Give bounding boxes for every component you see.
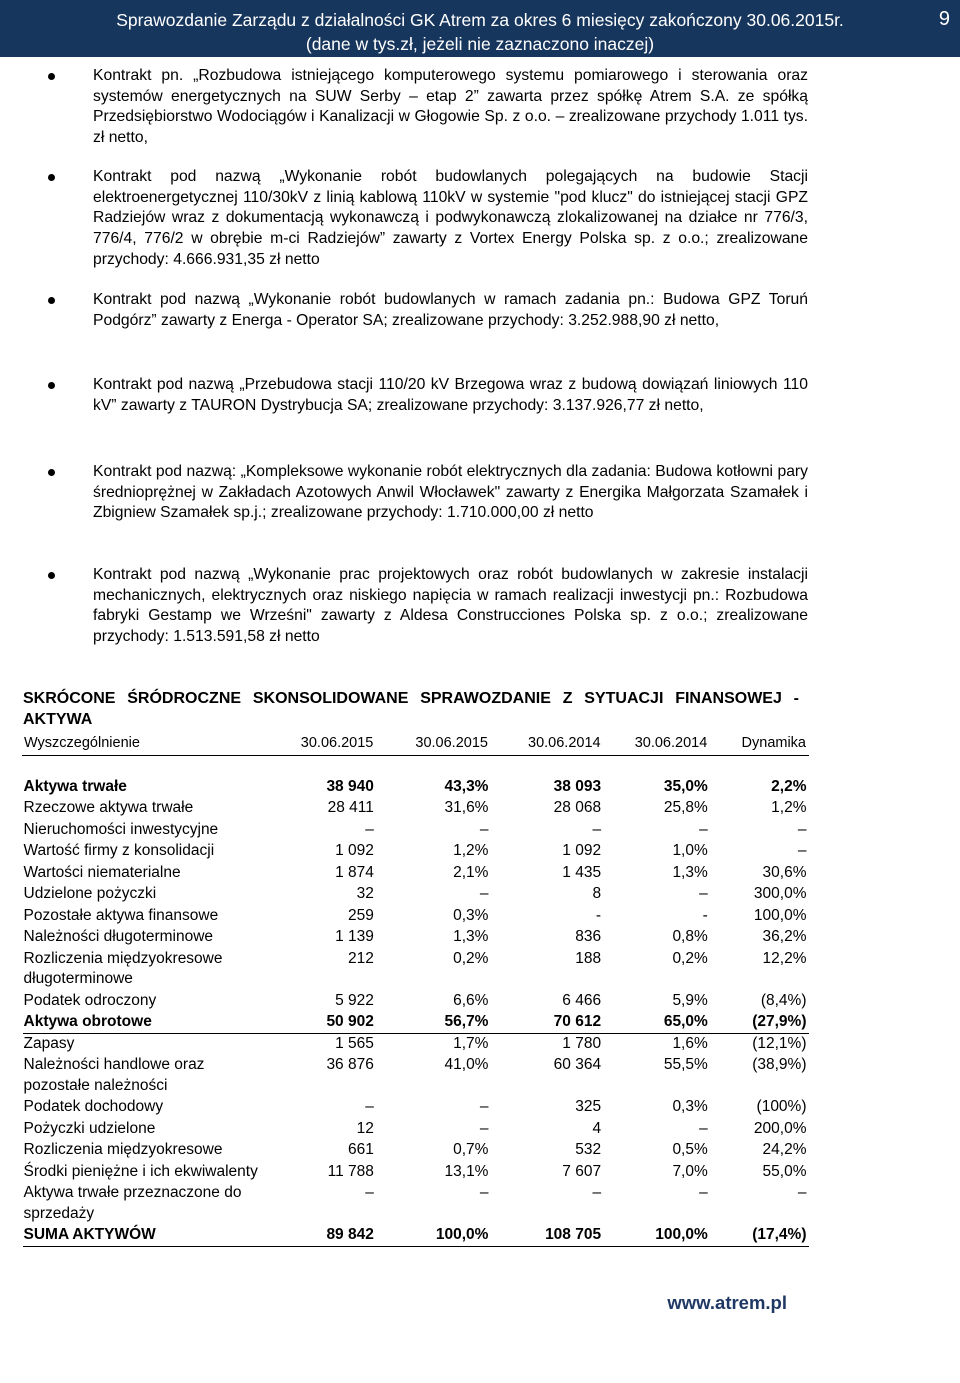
- bullet-icon: [48, 297, 55, 304]
- table-cell: 30.06.2014: [603, 732, 710, 756]
- row-label: Wartości niematerialne: [23, 863, 181, 881]
- list-item: [48, 66, 808, 150]
- contract-text: Kontrakt pod nazwą „Przebudowa stacji 110/20 kV Brzegowa wraz z budową dowiązań liniowych 110 kV” zawarty z TAURON Dystrybucja SA; zrealizowane przychody: 3.137.926,77 zł netto,: [93, 376, 808, 414]
- table-cell: 24,2%: [762, 1141, 807, 1158]
- table-cell: (17,4%): [710, 1225, 809, 1247]
- table-cell: 6 466: [562, 991, 602, 1009]
- table-row: [23, 884, 809, 906]
- row-label: Należności długoterminowe: [23, 928, 214, 945]
- list-item: [48, 290, 808, 353]
- table-cell: 1,3%: [453, 928, 489, 945]
- table-cell: (100%): [756, 1098, 807, 1115]
- table-cell: 1 565: [335, 1034, 374, 1052]
- table-cell: 13,1%: [444, 1162, 489, 1180]
- table-cell: 30.06.2014: [490, 732, 603, 756]
- table-row: [23, 927, 809, 949]
- table-cell: –: [699, 885, 708, 902]
- row-label: Nieruchomości inwestycyjne: [23, 820, 219, 838]
- list-item: [48, 375, 808, 438]
- table-cell: –: [797, 842, 807, 859]
- contract-text: Kontrakt pod nazwą: „Kompleksowe wykonanie robót elektrycznych dla zadania: Budowa kotłowni pary średnioprężnej w Zakładach Azotowych Anwil Włocławek" zawarty z Energika Małgorzata Szamałek i Zbigniew Szamałek sp.j.; zrealizowane przychody: 1.710.000,00 zł netto: [93, 463, 808, 522]
- row-label: Rzeczowe aktywa trwałe: [23, 799, 194, 816]
- assets-table: [22, 731, 809, 1247]
- table-cell: –: [365, 1098, 374, 1115]
- contract-text: Kontrakt pod nazwą „Wykonanie robót budowlanych polegających na budowie Stacji elektroenergetycznej 110/30kV z linią kablową 110kV w systemie "pod klucz" do istniejącej stacji GPZ Radziejów wraz z dokumentacją wykonawczą i podwykonawczą zlokalizowanej na działce nr 776/3, 776/4, 776/2 w obrębie m-ci Radziejów” zawarty z Vortex Energy Polska sp. z o.o.; zrealizowane przychody: 4.666.931,35 zł netto: [93, 168, 808, 268]
- table-cell: 8: [592, 885, 602, 902]
- table-cell: 12,2%: [762, 949, 807, 967]
- table-cell: 0,7%: [453, 1141, 489, 1158]
- table-row: [23, 1055, 809, 1097]
- table-cell: (8,4%): [760, 991, 807, 1009]
- table-cell: 35,0%: [603, 776, 710, 798]
- table-cell: –: [699, 1119, 708, 1137]
- table-cell: 70 612: [490, 1012, 603, 1034]
- table-cell: 1,3%: [672, 863, 708, 881]
- units-note: (dane w tys.zł, jeżeli nie zaznaczono inaczej): [305, 34, 655, 54]
- table-row: [23, 1183, 809, 1225]
- table-cell: 1 435: [562, 863, 602, 881]
- spacer-cell: [23, 755, 809, 776]
- table-cell: –: [797, 1184, 807, 1201]
- table-cell: 2,2%: [710, 776, 809, 798]
- table-cell: 2,1%: [453, 863, 489, 881]
- row-label: Podatek dochodowy: [23, 1098, 164, 1115]
- table-cell: 36,2%: [762, 928, 807, 945]
- row-label: Rozliczenia międzyokresowe: [23, 1141, 223, 1158]
- table-cell: 1,6%: [672, 1034, 708, 1052]
- table-cell: 5,9%: [672, 991, 708, 1009]
- table-cell: 0,3%: [672, 1098, 708, 1115]
- spacer-row: [23, 755, 809, 776]
- contract-text: Kontrakt pod nazwą „Wykonanie robót budowlanych w ramach zadania pn.: Budowa GPZ Toruń Podgórz” zawarty z Energa - Operator SA; zrealizowane przychody: 3.252.988,90 zł netto,: [93, 291, 808, 329]
- row-label: Podatek odroczony: [23, 991, 157, 1009]
- row-label: SUMA AKTYWÓW: [23, 1225, 273, 1247]
- table-cell: 6,6%: [453, 991, 489, 1009]
- row-label: Aktywa trwałe przeznaczone do sprzedaży: [23, 1184, 242, 1222]
- table-cell: 1 092: [562, 842, 602, 859]
- table-cell: 100,0%: [603, 1225, 710, 1247]
- table-cell: 56,7%: [376, 1012, 491, 1034]
- table-cell: 108 705: [490, 1225, 603, 1247]
- table-cell: –: [365, 820, 374, 838]
- row-label: Wyszczególnienie: [23, 732, 273, 756]
- table-cell: 43,3%: [376, 776, 491, 798]
- page-header: [0, 0, 960, 57]
- table-cell: 1 874: [335, 863, 374, 881]
- table-cell: 1,2%: [771, 799, 807, 816]
- table-cell: 38 093: [490, 776, 603, 798]
- table-cell: 89 842: [272, 1225, 376, 1247]
- table-cell: 325: [575, 1098, 602, 1115]
- page-number: 9: [938, 8, 950, 30]
- table-row: [23, 1140, 809, 1162]
- table-cell: 0,2%: [672, 949, 708, 967]
- table-cell: 0,3%: [453, 906, 489, 924]
- table-cell: (27,9%): [710, 1012, 809, 1034]
- section-title: SKRÓCONE ŚRÓDROCZNE SKONSOLIDOWANE SPRAWOZDANIE Z SYTUACJI FINANSOWEJ - AKTYWA: [23, 690, 799, 728]
- table-row: [23, 798, 809, 820]
- contract-text: Kontrakt pod nazwą „Wykonanie prac projektowych oraz robót budowlanych w zakresie instalacji mechanicznych, elektrycznych oraz niskiego napięcia w ramach realizacji inwestycji pn.: Rozbudowa fabryki Gestamp we Wrześni" zawarty z Aldesa Construcciones Polska sp. z o.o.; zrealizowane przychody: 1.513.591,58 zł netto: [93, 566, 808, 646]
- table-cell: 532: [575, 1141, 602, 1158]
- table-row: [23, 1097, 809, 1119]
- table-row: [23, 1118, 809, 1140]
- table-cell: –: [479, 1184, 489, 1201]
- table-row: [23, 862, 809, 884]
- table-cell: -: [595, 906, 602, 924]
- table-cell: 55,5%: [663, 1056, 708, 1073]
- table-cell: –: [479, 1119, 489, 1137]
- table-cell: –: [592, 820, 602, 838]
- list-item: [48, 167, 808, 272]
- table-cell: 7 607: [562, 1162, 602, 1180]
- table-cell: –: [479, 1098, 489, 1115]
- bullet-icon: [48, 73, 55, 80]
- table-cell: 31,6%: [444, 799, 489, 816]
- table-cell: 38 940: [272, 776, 376, 798]
- table-header-row: [23, 732, 809, 756]
- table-cell: –: [699, 1184, 708, 1201]
- table-cell: 50 902: [272, 1012, 376, 1034]
- website-link[interactable]: www.atrem.pl: [667, 1292, 787, 1313]
- table-cell: 100,0%: [376, 1225, 491, 1247]
- table-row: [23, 1161, 809, 1183]
- table-cell: 188: [575, 949, 602, 967]
- table-cell: 212: [347, 949, 374, 967]
- table-cell: 0,5%: [672, 1141, 708, 1158]
- table-cell: Dynamika: [710, 732, 809, 756]
- table-cell: 661: [347, 1141, 374, 1158]
- table-row: [23, 1033, 809, 1055]
- table-cell: 1,2%: [453, 842, 489, 859]
- table-cell: 30.06.2015: [272, 732, 376, 756]
- table-cell: 36 876: [326, 1056, 374, 1073]
- table-cell: 1 139: [335, 928, 374, 945]
- table-row: [23, 841, 809, 863]
- table-cell: -: [702, 906, 708, 924]
- table-cell: (12,1%): [752, 1034, 807, 1052]
- contract-text: Kontrakt pn. „Rozbudowa istniejącego komputerowego systemu pomiarowego i sterowania oraz systemów energetycznych na SUW Serby – etap 2” zawarta przez spółkę Atrem S.A. ze spółką Przedsiębiorstwo Wodociągów i Kanalizacji w Głogowie Sp. z o.o. – zrealizowane przychody 1.011 tys. zł netto,: [93, 67, 808, 147]
- table-row: [23, 819, 809, 841]
- table-cell: 1 780: [562, 1034, 602, 1052]
- table-cell: –: [479, 820, 489, 838]
- row-label: Rozliczenia międzyokresowe długoterminowe: [23, 949, 223, 987]
- row-label: Wartość firmy z konsolidacji: [23, 842, 215, 859]
- table-cell: –: [592, 1184, 602, 1201]
- table-cell: 0,2%: [453, 949, 489, 967]
- table-cell: 836: [575, 928, 602, 945]
- table-cell: 41,0%: [444, 1056, 489, 1073]
- row-label: Udzielone pożyczki: [23, 885, 157, 902]
- table-cell: 300,0%: [753, 885, 807, 902]
- table-cell: 60 364: [553, 1056, 602, 1073]
- table-cell: 5 922: [335, 991, 374, 1009]
- table-cell: 0,8%: [672, 928, 708, 945]
- table-cell: 25,8%: [663, 799, 708, 816]
- report-title: Sprawozdanie Zarządu z działalności GK Atrem za okres 6 miesięcy zakończony 30.06.2015r.: [116, 10, 844, 30]
- bullet-icon: [48, 174, 55, 181]
- table-cell: 12: [356, 1119, 374, 1137]
- table-cell: 55,0%: [762, 1162, 807, 1180]
- row-label: Środki pieniężne i ich ekwiwalenty: [23, 1162, 258, 1180]
- table-cell: 1 092: [335, 842, 374, 859]
- row-label: Aktywa obrotowe: [23, 1012, 273, 1034]
- table-cell: 7,0%: [672, 1162, 708, 1180]
- row-label: Należności handlowe oraz pozostałe należności: [23, 1056, 205, 1094]
- table-cell: 30.06.2015: [376, 732, 491, 756]
- table-row: [23, 990, 809, 1012]
- table-cell: (38,9%): [752, 1056, 807, 1073]
- table-cell: 65,0%: [603, 1012, 710, 1034]
- row-label: Aktywa trwałe: [23, 776, 273, 798]
- table-row: [23, 1225, 809, 1247]
- table-cell: 32: [356, 885, 374, 902]
- table-cell: 11 788: [327, 1162, 374, 1180]
- table-cell: 28 068: [553, 799, 602, 816]
- table-cell: 259: [347, 906, 374, 924]
- bullet-icon: [48, 469, 55, 476]
- table-cell: 200,0%: [753, 1119, 807, 1137]
- table-cell: 100,0%: [753, 906, 807, 924]
- table-cell: 28 411: [327, 799, 374, 816]
- table-cell: 1,7%: [453, 1034, 489, 1052]
- list-item: [48, 565, 808, 649]
- table-cell: 4: [592, 1119, 602, 1137]
- table-row: [23, 1012, 809, 1034]
- table-row: [23, 905, 809, 927]
- table-cell: –: [365, 1184, 374, 1201]
- table-cell: –: [479, 885, 489, 902]
- table-cell: 1,0%: [672, 842, 708, 859]
- list-item: [48, 462, 808, 546]
- bullet-icon: [48, 382, 55, 389]
- table-cell: –: [797, 820, 807, 838]
- row-label: Pozostałe aktywa finansowe: [23, 906, 219, 924]
- row-label: Zapasy: [23, 1034, 75, 1052]
- table-row: [23, 776, 809, 798]
- bullet-icon: [48, 572, 55, 579]
- table-cell: 30,6%: [762, 863, 807, 881]
- table-row: [23, 948, 809, 990]
- row-label: Pożyczki udzielone: [23, 1119, 156, 1137]
- table-cell: –: [699, 820, 708, 838]
